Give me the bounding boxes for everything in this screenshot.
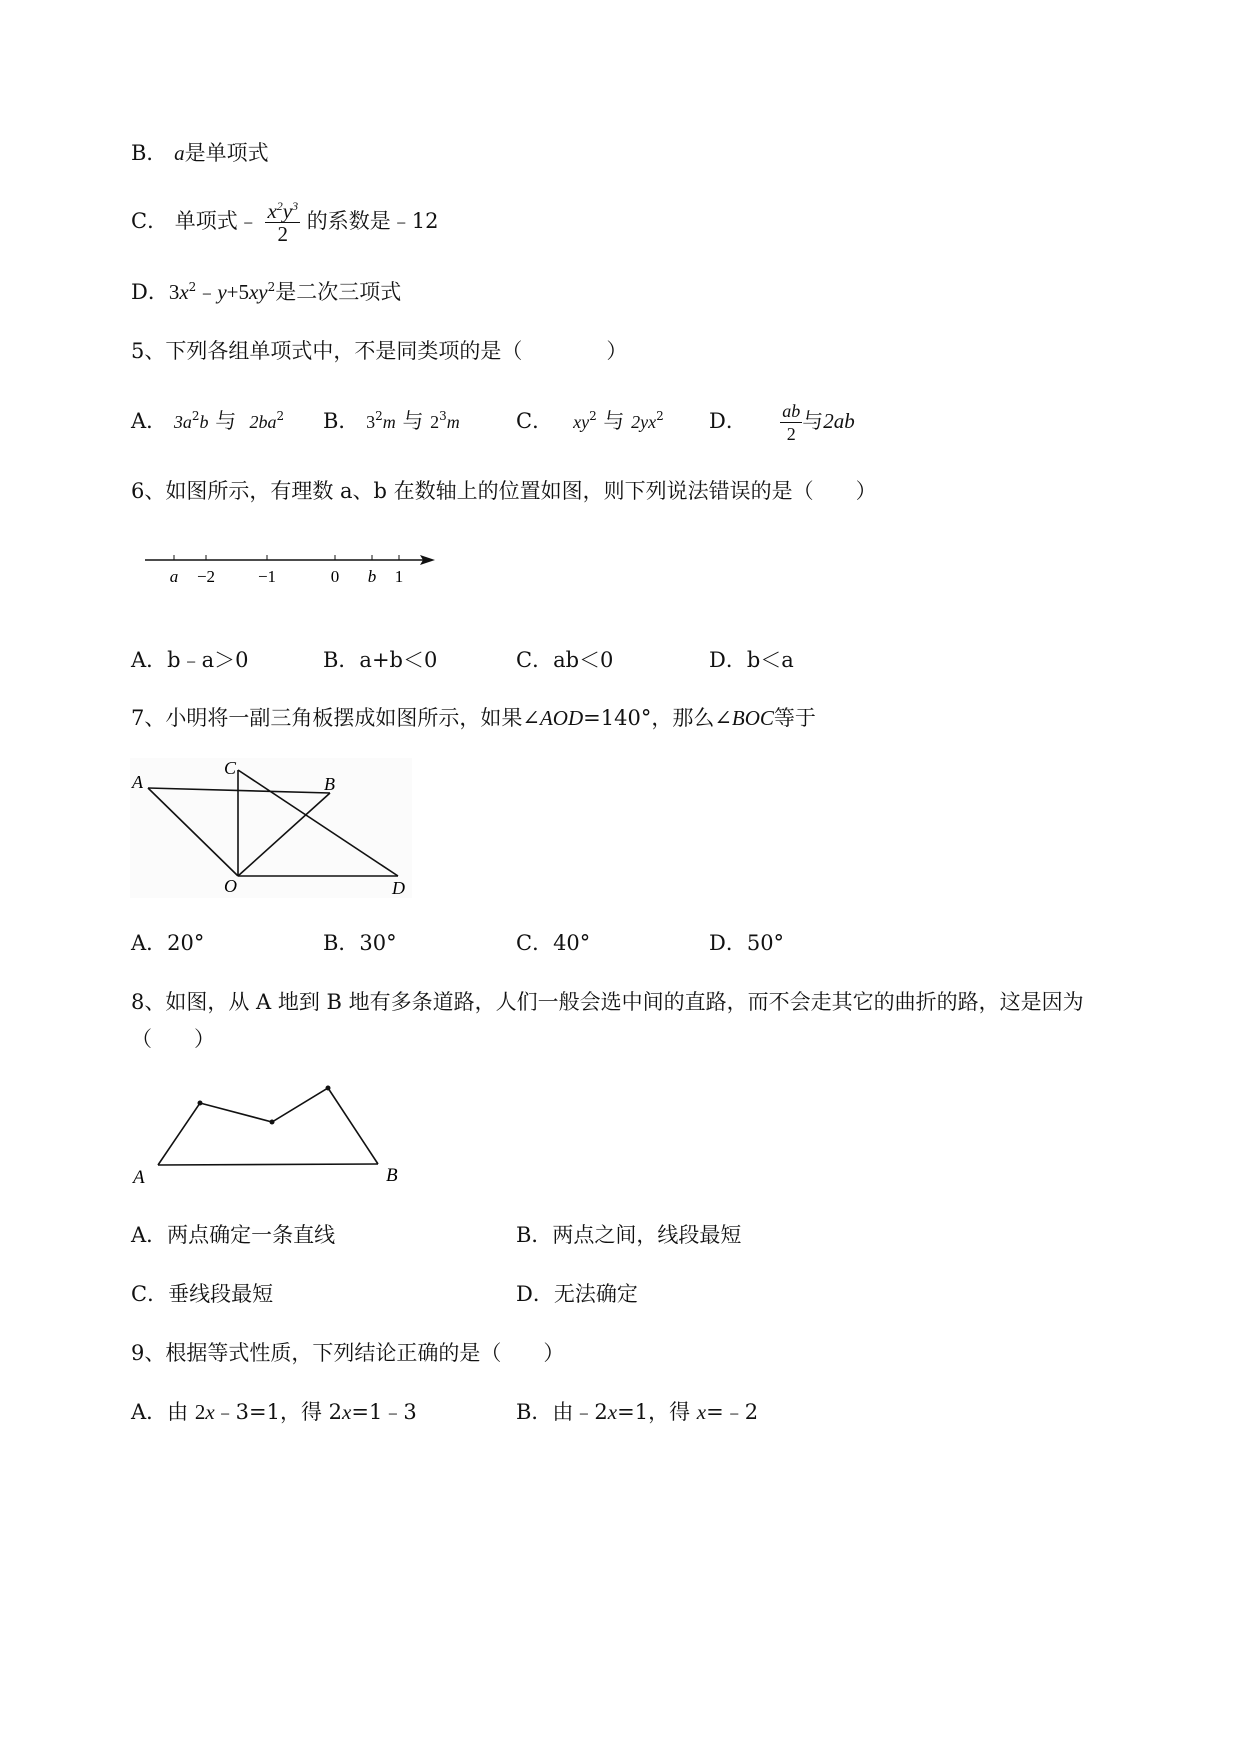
- q5-option-c: C． $xy^2$ 与 $2yx^2$: [516, 409, 664, 433]
- q6-option-d: D．b＜a: [709, 648, 794, 672]
- fraction-denominator: 2: [277, 222, 289, 246]
- fraction: [265, 200, 300, 245]
- point-label-o: O: [224, 876, 237, 896]
- fraction: $\frac{ab}{2}$: [782, 401, 801, 444]
- q4-option-c: [131, 196, 439, 246]
- triangle-boards-figure: [130, 758, 412, 898]
- axis-label-0: 0: [330, 567, 340, 586]
- fraction-numerator: $x^2y^3$: [267, 199, 299, 223]
- q6-option-b: B．a+b＜0: [323, 648, 438, 672]
- q4-option-b: [131, 140, 269, 166]
- q8-option-a: A．两点确定一条直线: [131, 1223, 336, 1247]
- option-text: 是单项式: [184, 141, 269, 165]
- axis-label-neg2: −2: [196, 567, 216, 586]
- q8-stem: 8、如图，从 A 地到 B 地有多条道路，人们一般会选中间的直路，而不会走其它的曲折的路，这是因为: [131, 990, 1084, 1014]
- option-label: D．: [131, 280, 169, 304]
- q7-stem: 7、小明将一副三角板摆成如图所示，如果∠AOD=140°，那么∠BOC等于: [131, 706, 816, 730]
- q8-option-b: B．两点之间，线段最短: [516, 1223, 742, 1247]
- option-pre: 单项式﹣: [174, 209, 259, 233]
- point-label-b: B: [324, 774, 335, 794]
- axis-label-neg1: −1: [257, 567, 277, 586]
- q8-option-d: D．无法确定: [516, 1282, 638, 1306]
- paths-figure: [128, 1080, 408, 1190]
- axis-label-a: a: [169, 567, 179, 586]
- variable: a: [174, 141, 185, 165]
- q6-option-c: C．ab＜0: [516, 648, 614, 672]
- point-label-a: A: [133, 1167, 145, 1188]
- q8-stem-paren: （ ）: [131, 1027, 215, 1051]
- q6-option-a: A．b﹣a＞0: [131, 648, 249, 672]
- axis-label-1: 1: [394, 567, 404, 586]
- q7-option-c: C．40°: [516, 931, 591, 955]
- q7-option-a: A．20°: [131, 931, 205, 955]
- q5-stem: 5、下列各组单项式中，不是同类项的是（ ）: [131, 339, 628, 363]
- q9-option-a: A．由 2x﹣3=1，得 2x=1﹣3: [131, 1400, 417, 1424]
- point-label-c: C: [224, 758, 237, 778]
- option-post: 的系数是﹣12: [306, 209, 439, 233]
- point-label-b: B: [386, 1165, 398, 1186]
- option-label: B．: [131, 141, 168, 165]
- point-label-d: D: [392, 878, 405, 898]
- axis-label-b: b: [367, 567, 377, 586]
- number-line-figure: [140, 545, 450, 595]
- q4-option-d: D．$3x^2﹣y+5xy^2$是二次三项式: [131, 280, 402, 304]
- q7-option-b: B．30°: [323, 931, 397, 955]
- option-post: 是二次三项式: [275, 280, 402, 304]
- q5-option-b: B． $3^2m$ 与 $2^3m$: [323, 409, 460, 433]
- q9-option-b: B．由﹣2x=1，得 x=﹣2: [516, 1400, 759, 1424]
- point-label-a: A: [132, 772, 143, 792]
- q9-stem: 9、根据等式性质，下列结论正确的是（ ）: [131, 1341, 565, 1365]
- option-label: C．: [131, 209, 169, 233]
- q5-option-d: D． $\frac{ab}{2}$ 与2ab: [709, 401, 855, 444]
- q5-option-a: A． $3a^2b$ 与 $2ba^2$: [131, 409, 285, 433]
- q8-option-c: C．垂线段最短: [131, 1282, 274, 1306]
- q7-option-d: D．50°: [709, 931, 785, 955]
- q6-stem: 6、如图所示，有理数 a、b 在数轴上的位置如图，则下列说法错误的是（ ）: [131, 479, 877, 503]
